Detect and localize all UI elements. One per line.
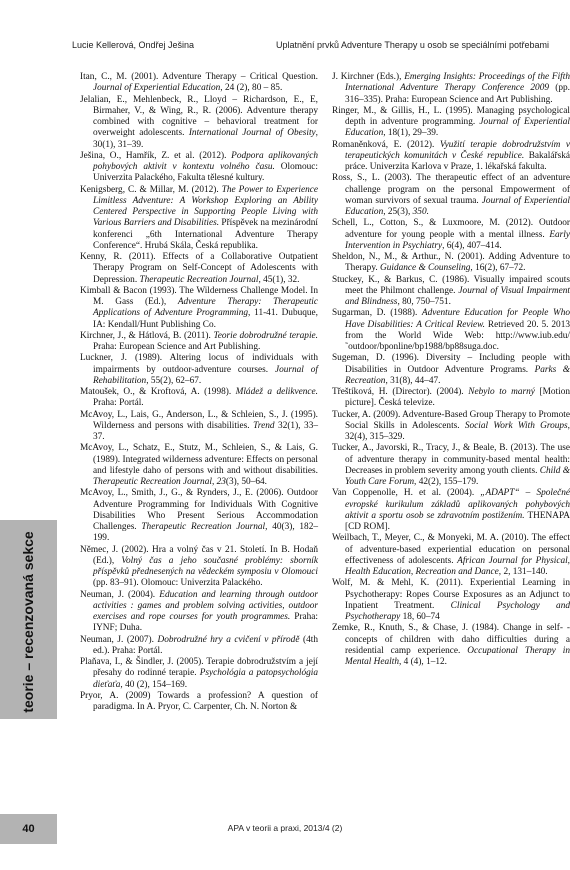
reference-italic-text: Journal of Visual Impairment and Blindness bbox=[345, 285, 570, 307]
reference-entry bbox=[332, 387, 570, 410]
reference-text: , 6(4), 407–414. bbox=[442, 240, 502, 251]
reference-text: Plaňava, I., & Šindler, J. (2005). Terapie dobrodružstvím a její přesahy do rodinné terapie. bbox=[80, 657, 318, 679]
reference-text: Neuman, J. (2007). bbox=[80, 634, 158, 645]
reference-entry bbox=[332, 72, 570, 106]
reference-text: Retrieved 20. 5. 2013 from the World Wide Web: http://www.iub.edu/˜outdoor/bponline/bp1988/bp88suga.doc. bbox=[345, 319, 570, 352]
reference-entry bbox=[80, 691, 318, 714]
reference-text: , 4 (4), 1–12. bbox=[398, 657, 447, 667]
reference-text: Romaněnková, E. (2012). bbox=[332, 139, 440, 150]
reference-entry bbox=[332, 275, 570, 309]
reference-entry bbox=[80, 545, 318, 590]
reference-text: , 55(2), 62–67. bbox=[146, 375, 202, 386]
reference-italic-text: Early Intervention in Psychiatry bbox=[345, 229, 570, 251]
reference-text: Příspěvek na mezinárodní konferenci „6th International Adventure Therapy Conference“. Hrubá Skála, Česká republika. bbox=[93, 218, 318, 251]
reference-entry bbox=[80, 387, 318, 410]
reference-italic-text: African Journal for Physical, Health Education, Recreation and Dance bbox=[345, 555, 570, 577]
reference-text: McAvoy, L., Schatz, E., Stutz, M., Schleien, S., & Lais, G. (1989). Integrated wilderness adventure: Effects on personal and lifestyle daho of persons with and without disabilities. bbox=[80, 443, 318, 476]
reference-text: 42(2), 155–179. bbox=[416, 477, 479, 487]
reference-text: THENAPA [CD ROM]. bbox=[345, 510, 570, 532]
section-label-sub: recenzovaná sekce bbox=[20, 531, 36, 659]
reference-entry bbox=[80, 331, 318, 354]
reference-text: Stuckey, K., & Barkus, C. (1986). Visually impaired scouts meet the Philmont challenge. bbox=[332, 274, 570, 296]
reference-text: Olomouc: Univerzita Palackého, Fakulta tělesné kultury. bbox=[93, 162, 318, 184]
footer-journal: APA v teorii a praxi, 2013/4 (2) bbox=[227, 823, 343, 833]
reference-text: Neuman, J. (2004). bbox=[80, 589, 160, 600]
reference-italic-text: The Power to Experience Limitless Adventure: A Workshop Exploring an Ability Centered Perspective in Supporting People Living with Various Barriers and Disabilities. bbox=[93, 184, 319, 229]
reference-entry bbox=[80, 185, 318, 253]
reference-italic-text: Psychológia a patopsychológia dieťaťa bbox=[93, 668, 318, 690]
reference-text: , 16(2), 67–72. bbox=[470, 263, 526, 274]
reference-entry bbox=[80, 488, 318, 544]
section-label-dash: – bbox=[20, 658, 36, 675]
reference-text: Kenigsberg, C. & Millar, M. (2012). bbox=[80, 184, 222, 195]
reference-entry bbox=[80, 252, 318, 286]
reference-text: (3), 50–64. bbox=[225, 477, 267, 487]
reference-text: Zemke, R., Knuth, S., & Chase, J. (1984). Change in self- -concepts of children with daho difficulties during a residential camp experience. bbox=[332, 623, 570, 656]
reference-entry bbox=[80, 286, 318, 331]
reference-text: McAvoy, L., Lais, G., Anderson, L., & Schleien, S., J. (1995). Wilderness and persons with disabilities. bbox=[80, 409, 318, 431]
reference-italic-text: 350. bbox=[412, 207, 429, 217]
reference-italic-text: Trend bbox=[253, 420, 275, 431]
reference-entry bbox=[80, 95, 318, 151]
reference-text: Matoušek, O., & Kroftová, A. (1998). bbox=[80, 387, 236, 397]
reference-text: Němec, J. (2002). Hra a volný čas v 21. Století. In B. Hodaň (Ed.), bbox=[80, 544, 318, 566]
reference-entry bbox=[332, 410, 570, 444]
reference-text: [Motion picture]. Česká televize. bbox=[345, 387, 570, 409]
reference-entry bbox=[332, 140, 570, 174]
reference-text: Kimball & Bacon (1993). The Wilderness Challenge Model. In M. Gass (Ed.), bbox=[80, 285, 318, 307]
reference-entry bbox=[332, 443, 570, 488]
reference-entry bbox=[80, 410, 318, 444]
reference-entry bbox=[80, 72, 318, 95]
reference-italic-text: Emerging Insights: Proceedings of the Fifth International Adventure Therapy Conference 2009 bbox=[345, 72, 570, 94]
reference-text: , 18(1), 29–39. bbox=[383, 128, 439, 139]
reference-text: , 45(1), 32. bbox=[258, 274, 300, 285]
reference-italic-text: Therapeutic Recreation Journal bbox=[141, 522, 266, 532]
reference-italic-text: Occupational Therapy in Mental Health bbox=[345, 645, 570, 667]
page-number: 40 bbox=[22, 823, 35, 835]
reference-text: , 40 (2), 154–169. bbox=[120, 679, 188, 690]
reference-italic-text: „ADAPT“ – Společné evropské kurikulum základů aplikovaných pohybových aktivit a sportu osob se zdravotním postižením. bbox=[345, 488, 570, 521]
reference-entry bbox=[80, 151, 318, 185]
reference-italic-text: Parks & Recreation bbox=[345, 364, 570, 386]
reference-italic-text: Teorie dobrodružné terapie. bbox=[213, 330, 318, 341]
reference-text: Bakalářská práce. Univerzita Karlova v Praze, 1. lékařská fakulta. bbox=[345, 150, 570, 172]
section-label-main: teorie bbox=[20, 674, 36, 713]
reference-text: Sugeman, D. (1996). Diversity – Including people with Disabilities in Outdoor Adventure Programs. bbox=[332, 353, 570, 375]
reference-text: J. Kirchner (Eds.), bbox=[332, 72, 405, 82]
reference-text: Třeštíková, H. (Director). (2004). bbox=[332, 387, 469, 397]
reference-text: Itan, C., M. (2001). Adventure Therapy – Critical Question. bbox=[80, 72, 318, 82]
reference-entry bbox=[332, 353, 570, 387]
reference-entry bbox=[80, 353, 318, 387]
reference-italic-text: Volný čas a jeho současné problémy: sborník příspěvků přednesených na vědeckém symposiu v Olomouci bbox=[93, 555, 318, 577]
reference-italic-text: Education and learning through outdoor activities : games and problem solving activities, outdoor exercises and rope courses for youth programmes. bbox=[93, 589, 318, 622]
reference-text: Tucker, A. (2009). Adventure-Based Group Therapy to Promote Social Skills in Adolescents. bbox=[332, 409, 570, 431]
reference-italic-text: Therapeutic Recreation Journal bbox=[139, 274, 259, 285]
reference-text: (pp. 83–91). Olomouc: Univerzita Palackého. bbox=[93, 578, 263, 589]
reference-text: Jelalian, E., Mehlenbeck, R., Lloyd – Richardson, E., E, Birmaher, V., & Wing, R., R. (2006). Adventure therapy combined with cognitive – behavioral treatment for overweight adolescents. bbox=[80, 94, 318, 139]
references-left-column bbox=[80, 72, 318, 713]
reference-italic-text: Journal of Experiential Education bbox=[345, 195, 570, 217]
reference-text: , 40(3), 182–199. bbox=[93, 522, 318, 544]
reference-text: Pryor, A. (2009) Towards a profession? A question of paradigma. In A. Pryor, C. Carpenter, Ch. N. Norton & bbox=[80, 690, 318, 712]
reference-italic-text: Clinical Psychology and Psychotherapy bbox=[345, 600, 570, 622]
reference-entry bbox=[80, 443, 318, 488]
reference-text: , 80, 750–751. bbox=[397, 297, 451, 307]
reference-entry bbox=[332, 308, 570, 353]
reference-entry bbox=[332, 173, 570, 218]
reference-italic-text: Dobrodružné hry a cvičení v přírodě bbox=[157, 634, 300, 645]
reference-text: Praha: IYNF; Duha. bbox=[93, 612, 318, 634]
reference-entry bbox=[332, 488, 570, 533]
reference-text: Van Coppenolle, H. et al. (2004). bbox=[332, 488, 481, 499]
reference-italic-text: Adventure Therapy: Therapeutic Applications of Adventure Programming bbox=[93, 297, 318, 319]
reference-text: 18, 60–74 bbox=[400, 612, 440, 622]
reference-italic-text: International Journal of Obesity bbox=[188, 128, 316, 139]
reference-text: , 24 (2), 80 – 85. bbox=[220, 83, 283, 94]
reference-text: Praha: Portál. bbox=[93, 398, 144, 409]
reference-text: (pp. 316–335). Praha: European Science and Art Publishing. bbox=[345, 83, 570, 105]
reference-entry bbox=[332, 106, 570, 140]
reference-entry bbox=[332, 533, 570, 578]
reference-italic-text: Mládež a delikvence. bbox=[235, 387, 318, 397]
reference-entry bbox=[332, 623, 570, 668]
reference-italic-text: Social Work With Groups bbox=[464, 420, 568, 431]
reference-italic-text: Podpora aplikovaných pohybových aktivit v kontextu volného času. bbox=[93, 150, 318, 172]
reference-text: Luckner, J. (1989). Altering locus of individuals with impairments by outdoor-adventure courses. bbox=[80, 353, 318, 375]
reference-text: Kirchner, J., & Hátlová, B. (2011). bbox=[80, 330, 214, 341]
reference-text: , 32(4), 315–329. bbox=[345, 420, 570, 442]
reference-text: 32(1), 33–37. bbox=[93, 420, 318, 442]
reference-text: , 30(1), 31–39. bbox=[93, 128, 318, 150]
reference-entry bbox=[80, 590, 318, 635]
reference-entry bbox=[80, 657, 318, 691]
reference-entry bbox=[80, 635, 318, 658]
reference-italic-text: Nebylo to marný bbox=[468, 387, 535, 397]
reference-text: , 2, 131–140. bbox=[498, 567, 548, 577]
reference-italic-text: Journal of Experiential Education bbox=[93, 83, 221, 94]
reference-text: , 11-41. Dubuque, IA: Kendall/Hunt Publishing Co. bbox=[93, 308, 318, 330]
section-label bbox=[20, 531, 36, 712]
reference-entry bbox=[332, 252, 570, 275]
reference-italic-text: Guidance & Counseling bbox=[380, 263, 471, 274]
reference-text: , 25(3), bbox=[383, 207, 413, 217]
reference-text: , 31(8), 44–47. bbox=[385, 375, 441, 386]
reference-text: Ješina, O., Hamřík, Z. et al. (2012). bbox=[80, 150, 232, 161]
reference-italic-text: Therapeutic Recreation Journal, 23 bbox=[93, 477, 226, 487]
reference-italic-text: Journal of Rehabilitation bbox=[93, 364, 318, 386]
reference-text: (4th ed.). Praha: Portál. bbox=[93, 634, 318, 656]
reference-text: Tucker, A., Javorski, R., Tracy, J., & Beale, B. (2013). The use of adventure therapy in community-based mental health: Decreases in problem severity among youth clients. bbox=[332, 443, 570, 476]
reference-italic-text: Využití terapie dobrodružstvím v terapeutických komunitách v České republice. bbox=[345, 139, 570, 161]
references-right-column bbox=[332, 72, 570, 668]
reference-italic-text: Child & Youth Care Forum, bbox=[345, 465, 570, 487]
reference-text: Wolf, M. & Mehl, K. (2011). Experiential Learning in Psychotherapy: Ropes Course Exposures as an Adjunct to Inpatient Treatment. bbox=[332, 578, 570, 611]
reference-entry bbox=[332, 578, 570, 623]
running-header-title: Uplatnění prvků Adventure Therapy u osob se speciálními potřebami bbox=[276, 40, 549, 50]
reference-entry bbox=[332, 218, 570, 252]
reference-text: Schell, L., Cotton, S., & Luxmoore, M. (2012). Outdoor adventure for young people with a mental illness. bbox=[332, 218, 570, 240]
reference-text: McAvoy, L., Smith, J., G., & Rynders, J., E. (2006). Outdoor Adventure Programming for Individuals With Cognitive Disabilities Who Present Serious Accommodation Challenges. bbox=[80, 488, 318, 532]
running-header-authors: Lucie Kellerová, Ondřej Ješina bbox=[72, 40, 195, 50]
reference-text: Ross, S., L. (2003). The therapeutic effect of an adventure challenge program on the personal Empowerment of woman survivors of sexual trauma. bbox=[332, 173, 570, 206]
reference-text: Praha: European Science and Art Publishing. bbox=[93, 342, 261, 352]
reference-text: Sugarman, D. (1988). bbox=[332, 308, 422, 319]
reference-text: Ringer, M., & Gillis, H., L. (1995). Managing psychological depth in adventure programming. bbox=[332, 105, 570, 127]
reference-text: Kenny, R. (2011). Effects of a Collaborative Outpatient Therapy Program on Self-Concept of Adolescents with Depression. bbox=[80, 252, 318, 285]
reference-italic-text: Journal of Experiential Education bbox=[345, 117, 570, 139]
reference-text: Weilbach, T., Meyer, C., & Monyeki, M. A. (2010). The effect of adventure-based experiential education on personal effectiveness of adolescents. bbox=[332, 533, 570, 566]
reference-text: Sheldon, N., M., & Arthur., N. (2001). Adding Adventure to Therapy. bbox=[332, 252, 570, 274]
reference-italic-text: Adventure Education for People Who Have Disabilities: A Critical Review. bbox=[345, 308, 570, 330]
